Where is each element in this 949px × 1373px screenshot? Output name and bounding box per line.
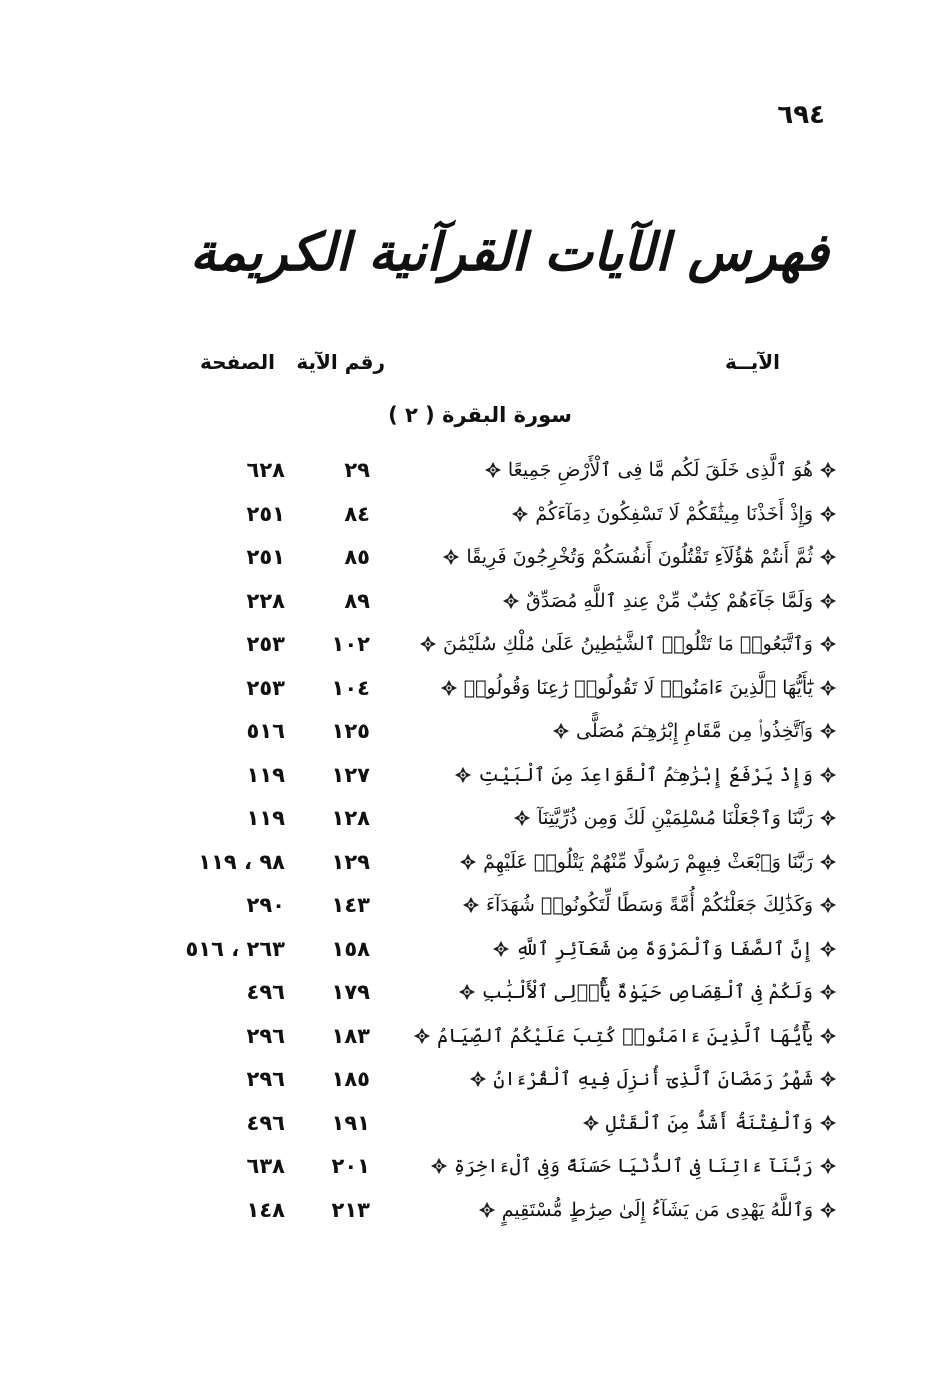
ornament-close-icon: [454, 766, 472, 784]
ornament-open-icon: [819, 1201, 837, 1219]
page-reference: ٩٨ ، ١١٩: [198, 849, 285, 874]
verse-text: رَبَّنَآ ءَاتِنَا فِى ٱلدُّنْيَا حَسَنَةً وَفِى ٱلْءَاخِرَةِ: [453, 1155, 813, 1177]
ayah-number: ١٥٨: [331, 936, 370, 961]
index-title: فهرس الآيات القرآنية الكريمة: [190, 222, 829, 283]
verse-text: وَلَكُمْ فِى ٱلْقِصَاصِ حَيَوٰةٌ يَٰٓأُو۟لِى ٱلْأَلْبَٰبِ: [481, 981, 813, 1003]
verse-text: وَٱلْفِتْنَةُ أَشَدُّ مِنَ ٱلْقَتْلِ: [605, 1111, 813, 1134]
verse-row: [0, 668, 949, 712]
verse-cell: [552, 714, 837, 748]
verse-row: [0, 1190, 949, 1234]
ayah-number: ١٢٧: [331, 762, 370, 787]
ayah-number: ٢١٣: [331, 1197, 370, 1222]
verse-cell: [459, 845, 837, 879]
page-number: ٦٩٤: [777, 100, 825, 130]
ornament-close-icon: [492, 940, 510, 958]
verse-text: وَٱتَّبَعُوا۟ مَا تَتْلُوا۟ ٱلشَّيَٰطِينُ عَلَىٰ مُلْكِ سُلَيْمَٰنَ: [443, 633, 813, 655]
ornament-open-icon: [819, 809, 837, 827]
ornament-open-icon: [819, 592, 837, 610]
verse-row: [0, 972, 949, 1016]
verse-row: [0, 885, 949, 929]
page-reference: ٢٩٦: [246, 1067, 285, 1091]
verse-cell: [492, 932, 837, 966]
verse-cell: [511, 497, 837, 531]
ayah-number: ١٢٥: [331, 719, 370, 743]
ornament-close-icon: [419, 635, 437, 653]
ayah-number: ٢٠١: [331, 1154, 370, 1178]
page-reference: ٦٢٨: [246, 458, 285, 482]
ayah-number: ١٠٤: [331, 675, 370, 700]
page-reference: ١١٩: [246, 762, 285, 787]
verse-text: وَٱللَّهُ يَهْدِى مَن يَشَآءُ إِلَىٰ صِرَٰطٍ مُّسْتَقِيمٍ: [501, 1198, 813, 1221]
ornament-open-icon: [819, 896, 837, 914]
ornament-open-icon: [819, 853, 837, 871]
verse-text: ثُمَّ أَنتُمْ هَٰٓؤُلَآءِ تَقْتُلُونَ أَنفُسَكُمْ وَتُخْرِجُونَ فَرِيقًا: [466, 546, 813, 568]
ornament-open-icon: [819, 940, 837, 958]
ornament-open-icon: [819, 679, 837, 697]
ornament-open-icon: [819, 461, 837, 479]
verse-row: [0, 450, 949, 494]
page-reference: ٢٩٠: [246, 893, 285, 917]
verse-cell: [419, 627, 837, 661]
verse-text: إِنَّ ٱلصَّفَا وَٱلْمَرْوَةَ مِن شَعَآئِرِ ٱللَّهِ: [515, 937, 813, 960]
ayah-number: ٨٥: [344, 545, 370, 569]
verse-cell: [484, 453, 837, 487]
page-reference: ٢٢٨: [246, 588, 285, 613]
verse-row: [0, 1059, 949, 1103]
column-header-ayah: الآيــة: [724, 350, 780, 374]
verse-row: [0, 624, 949, 668]
verse-cell: [454, 758, 837, 792]
page-reference: ٢٩٦: [246, 1023, 285, 1048]
verse-row: [0, 1016, 949, 1060]
ayah-number: ١٨٥: [331, 1067, 370, 1091]
ornament-close-icon: [469, 1070, 487, 1088]
ornament-close-icon: [440, 679, 458, 697]
verse-text: وَإِذْ يَرْفَعُ إِبْرَٰهِـۧمُ ٱلْقَوَاعِدَ مِنَ ٱلْبَيْتِ: [478, 763, 813, 786]
ayah-number: ٨٤: [344, 501, 370, 526]
ornament-close-icon: [513, 809, 531, 827]
verse-row: [0, 1103, 949, 1147]
page-reference: ٢٥١: [246, 501, 285, 526]
ornament-close-icon: [459, 853, 477, 871]
ornament-close-icon: [413, 1027, 431, 1045]
ayah-number: ١٤٣: [331, 893, 370, 917]
page-reference: ٤٩٦: [246, 980, 285, 1004]
ornament-open-icon: [819, 983, 837, 1001]
ornament-close-icon: [462, 896, 480, 914]
ornament-close-icon: [478, 1201, 496, 1219]
ayah-number: ١٩١: [331, 1110, 370, 1135]
page-reference: ١٤٨: [246, 1197, 285, 1222]
ayah-number: ١٢٨: [331, 806, 370, 830]
column-header-ayah-number: رقم الآية: [296, 350, 385, 374]
page-reference: ٤٩٦: [246, 1110, 285, 1135]
page-reference: ٥١٦: [246, 719, 285, 743]
ornament-close-icon: [458, 983, 476, 1001]
ornament-open-icon: [819, 1027, 837, 1045]
verse-text: يَٰٓأَيُّهَا ٱلَّذِينَ ءَامَنُوا۟ كُتِبَ عَلَيْكُمُ ٱلصِّيَامُ: [437, 1024, 813, 1047]
verse-cell: [430, 1149, 837, 1183]
surah-heading: ( ٢ ) سورة البقرة: [388, 403, 572, 427]
ayah-number: ٢٩: [344, 458, 370, 482]
ornament-open-icon: [819, 1114, 837, 1132]
verse-cell: [442, 540, 837, 574]
verse-cell: [502, 584, 837, 618]
page-reference: ٢٦٣ ، ٥١٦: [185, 936, 285, 961]
ayah-number: ١٢٩: [331, 849, 370, 874]
verse-text: شَهْرُ رَمَضَانَ ٱلَّذِىٓ أُنزِلَ فِيهِ ٱلْقُرْءَانُ: [493, 1068, 813, 1090]
ornament-close-icon: [430, 1157, 448, 1175]
column-header-page: الصفحة: [199, 350, 275, 374]
verse-text: وَكَذَٰلِكَ جَعَلْنَٰكُمْ أُمَّةً وَسَطًا لِّتَكُونُوا۟ شُهَدَآءَ: [486, 894, 813, 916]
verse-row: [0, 798, 949, 842]
ayah-number: ١٠٢: [331, 632, 370, 656]
verse-cell: [582, 1106, 837, 1140]
verse-text: رَبَّنَا وَٱجْعَلْنَا مُسْلِمَيْنِ لَكَ وَمِن ذُرِّيَّتِنَآ: [537, 807, 813, 829]
verse-row: [0, 842, 949, 886]
verse-text: وَلَمَّا جَآءَهُمْ كِتَٰبٌ مِّنْ عِندِ ٱللَّهِ مُصَدِّقٌ: [526, 589, 813, 612]
ornament-close-icon: [582, 1114, 600, 1132]
verse-cell: [440, 671, 837, 705]
verse-cell: [513, 801, 837, 835]
page-reference: ٢٥٣: [246, 632, 285, 656]
ornament-open-icon: [819, 548, 837, 566]
verse-text: هُوَ ٱلَّذِى خَلَقَ لَكُم مَّا فِى ٱلْأَرْضِ جَمِيعًا: [507, 459, 813, 481]
ornament-open-icon: [819, 722, 837, 740]
verse-text: وَإِذْ أَخَذْنَا مِيثَٰقَكُمْ لَا تَسْفِكُونَ دِمَآءَكُمْ: [535, 502, 813, 525]
verse-text: وَٱتَّخِذُوا۟ مِن مَّقَامِ إِبْرَٰهِـۧمَ مُصَلًّى: [575, 720, 813, 742]
verse-cell: [478, 1193, 837, 1227]
verse-row: [0, 755, 949, 799]
verse-row: [0, 711, 949, 755]
verse-text: رَبَّنَا وَٱبْعَثْ فِيهِمْ رَسُولًا مِّنْهُمْ يَتْلُوا۟ عَلَيْهِمْ: [483, 850, 813, 873]
verse-row: [0, 929, 949, 973]
ornament-close-icon: [502, 592, 520, 610]
ayah-number: ١٨٣: [331, 1023, 370, 1048]
verse-cell: [469, 1062, 837, 1096]
verse-index-list: [0, 450, 949, 1233]
ornament-open-icon: [819, 635, 837, 653]
ornament-close-icon: [484, 461, 502, 479]
ornament-open-icon: [819, 1157, 837, 1175]
ornament-open-icon: [819, 505, 837, 523]
ornament-close-icon: [511, 505, 529, 523]
verse-cell: [413, 1019, 837, 1053]
ornament-close-icon: [442, 548, 460, 566]
ayah-number: ٨٩: [344, 588, 370, 613]
ornament-open-icon: [819, 1070, 837, 1088]
verse-row: [0, 494, 949, 538]
page-reference: ٢٥١: [246, 545, 285, 569]
ayah-number: ١٧٩: [331, 980, 370, 1004]
verse-row: [0, 1146, 949, 1190]
page-reference: ٢٥٣: [246, 675, 285, 700]
ornament-open-icon: [819, 766, 837, 784]
verse-row: [0, 581, 949, 625]
page-reference: ١١٩: [246, 806, 285, 830]
ornament-close-icon: [552, 722, 570, 740]
page-reference: ٦٣٨: [246, 1154, 285, 1178]
verse-cell: [462, 888, 837, 922]
verse-cell: [458, 975, 837, 1009]
verse-text: يَٰٓأَيُّهَا ٱلَّذِينَ ءَامَنُوا۟ لَا تَقُولُوا۟ رَٰعِنَا وَقُولُوا۟: [463, 676, 813, 699]
verse-row: [0, 537, 949, 581]
